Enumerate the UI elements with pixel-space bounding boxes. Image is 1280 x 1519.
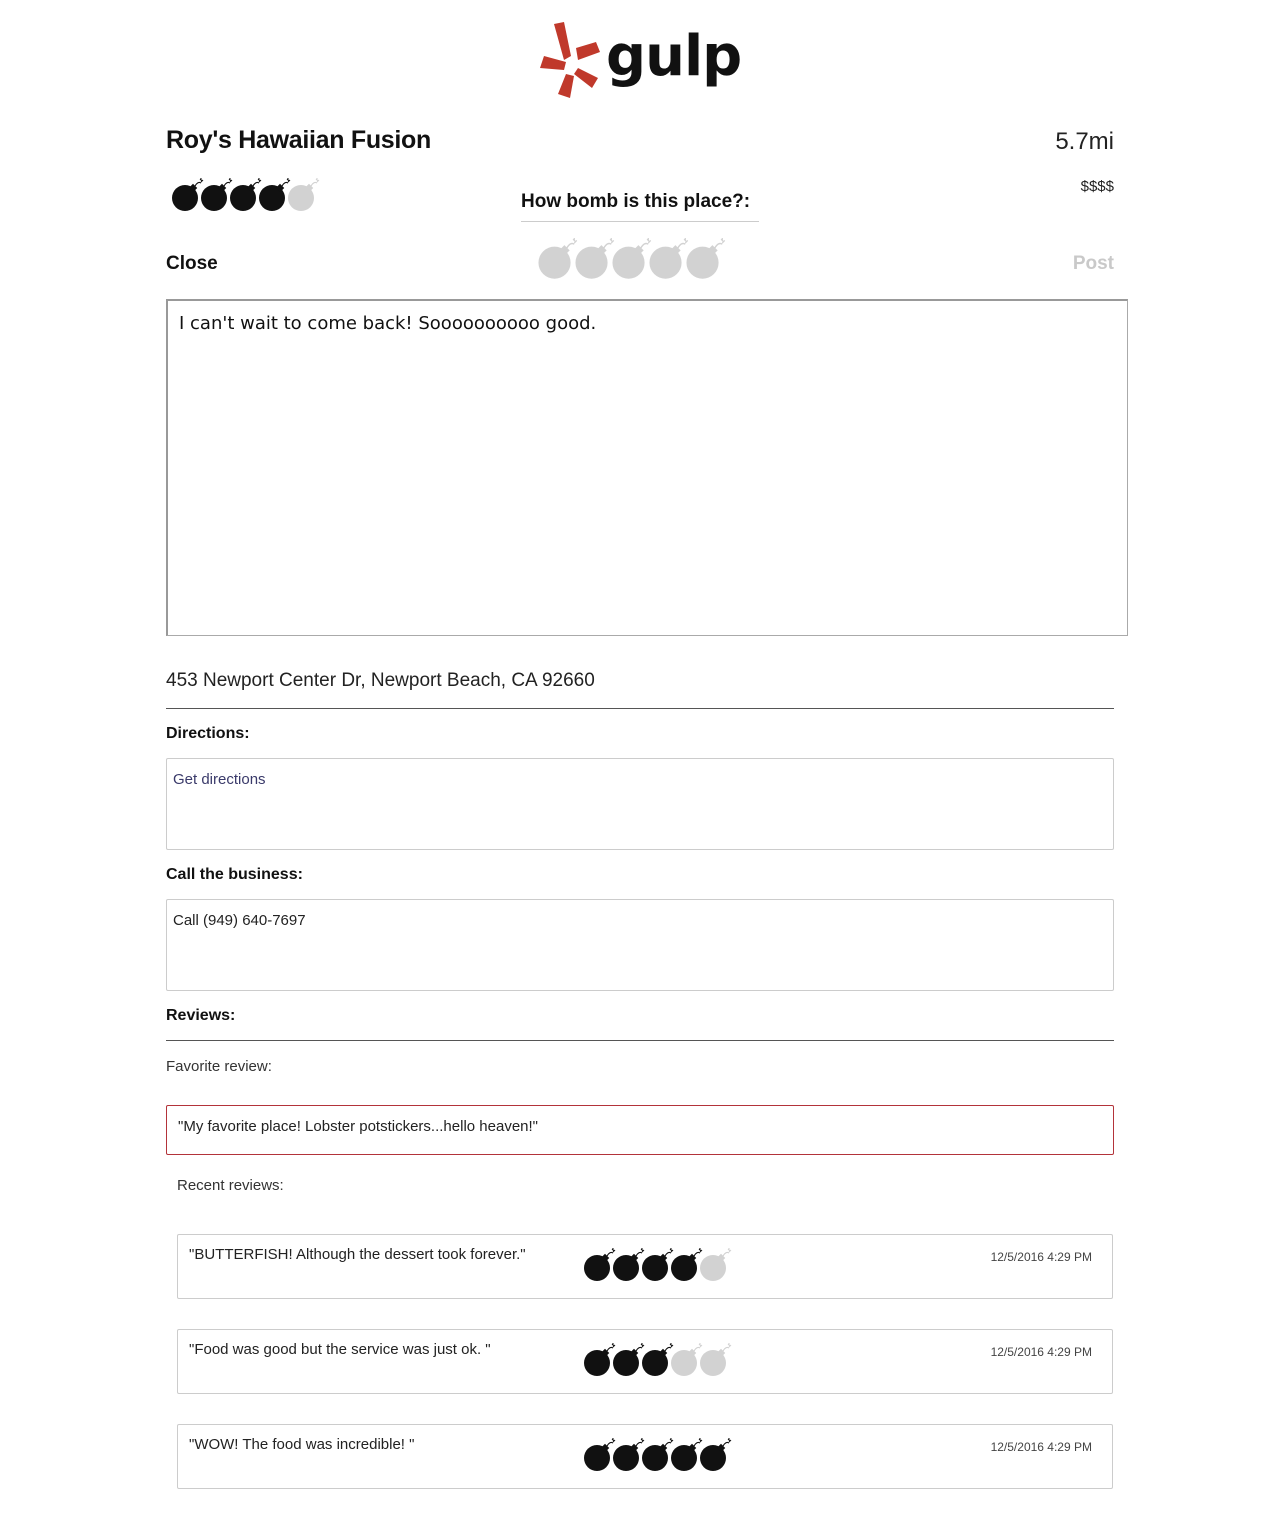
logo-wordmark: gulp (606, 24, 742, 89)
review-text: "BUTTERFISH! Although the dessert took forever." (189, 1246, 526, 1263)
divider (166, 1040, 1114, 1041)
call-label: Call the business: (166, 866, 303, 883)
bomb-empty-icon (684, 238, 726, 280)
review-card (177, 1329, 1113, 1394)
review-card (177, 1234, 1113, 1299)
bomb-empty-icon (610, 238, 652, 280)
review-date: 12/5/2016 4:29 PM (990, 1345, 1092, 1359)
bomb-empty-icon (536, 238, 578, 280)
bomb-empty-icon (698, 1248, 732, 1282)
close-button[interactable]: Close (166, 253, 218, 274)
review-text: "Food was good but the service was just ok. " (189, 1341, 491, 1358)
review-card (177, 1424, 1113, 1489)
bomb-empty-icon (698, 1343, 732, 1377)
review-rating (582, 1343, 727, 1377)
rating-input[interactable] (536, 238, 721, 280)
directions-label: Directions: (166, 725, 250, 742)
business-address: 453 Newport Center Dr, Newport Beach, CA 92660 (166, 670, 595, 691)
favorite-review: "My favorite place! Lobster potstickers...hello heaven!" (166, 1105, 1114, 1155)
call-business-link[interactable]: Call (949) 640-7697 (173, 912, 306, 929)
post-button[interactable]: Post (1072, 253, 1114, 274)
get-directions-link[interactable]: Get directions (173, 771, 266, 788)
divider (166, 708, 1114, 709)
review-rating (582, 1438, 727, 1472)
rating-prompt: How bomb is this place?: (521, 191, 759, 222)
price-level: $$$$ (1080, 178, 1114, 195)
bomb-empty-icon (286, 178, 320, 212)
reviews-label: Reviews: (166, 1007, 236, 1024)
directions-panel (166, 758, 1114, 850)
bomb-filled-icon (698, 1438, 732, 1472)
review-date: 12/5/2016 4:29 PM (990, 1250, 1092, 1264)
business-rating (170, 178, 315, 212)
review-text: "WOW! The food was incredible! " (189, 1436, 415, 1453)
gulp-logo[interactable] (536, 18, 746, 102)
recent-reviews-label: Recent reviews: (177, 1177, 284, 1194)
review-date: 12/5/2016 4:29 PM (990, 1440, 1092, 1454)
bomb-empty-icon (573, 238, 615, 280)
business-distance: 5.7mi (1055, 128, 1114, 155)
favorite-review-label: Favorite review: (166, 1058, 272, 1075)
burst-logo-icon (536, 18, 606, 102)
bomb-empty-icon (647, 238, 689, 280)
review-rating (582, 1248, 727, 1282)
call-panel (166, 899, 1114, 991)
review-textarea[interactable] (166, 299, 1128, 636)
business-name: Roy's Hawaiian Fusion (166, 126, 431, 154)
